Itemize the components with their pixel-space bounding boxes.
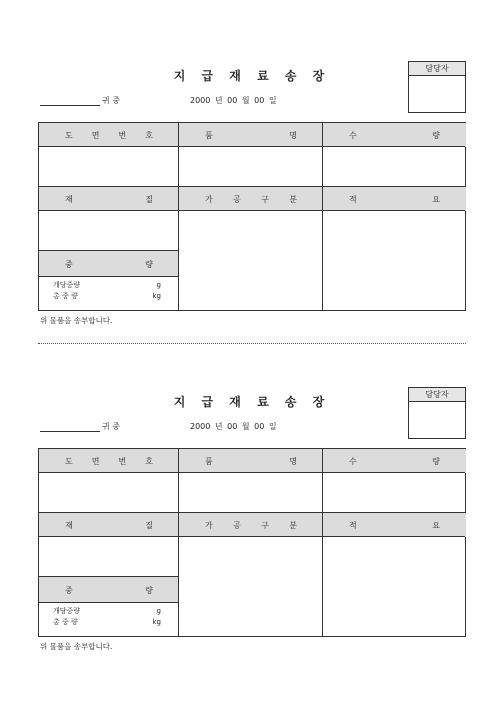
invoice-form (0, 61, 504, 361)
header-remarks (323, 187, 466, 211)
header-drawing-no-char: 면 (91, 456, 100, 466)
header-weight-char: 량 (145, 259, 153, 269)
header-quantity-char: 량 (432, 130, 440, 140)
header-remarks-char: 적 (349, 194, 357, 204)
item-cell[interactable] (179, 473, 323, 513)
weight-values (53, 280, 161, 302)
header-drawing-no-char: 호 (145, 456, 153, 466)
row-divider (39, 512, 465, 513)
footer-note: 위 물품을 송부합니다. (40, 642, 113, 651)
header-remarks-char: 적 (349, 520, 357, 530)
material-cell[interactable] (39, 537, 179, 577)
issue-date: 2000 년 00 월 00 일 (190, 96, 277, 105)
recipient-suffix: 귀 중 (102, 422, 120, 431)
header-item-char: 품 (205, 130, 213, 140)
weight-values (53, 606, 161, 628)
cut-line (38, 343, 466, 344)
header-weight (39, 251, 179, 277)
unit-weight-unit: g (156, 607, 161, 615)
row-divider (39, 602, 178, 603)
header-drawing-no-char: 번 (118, 130, 127, 140)
row-divider (39, 276, 178, 277)
header-remarks-char: 요 (432, 520, 440, 530)
header-drawing-no-char: 호 (145, 130, 153, 140)
header-material-char: 질 (145, 520, 153, 530)
header-weight (39, 577, 179, 603)
header-quantity (323, 123, 466, 147)
total-weight-label: 총 중 량 (53, 292, 78, 300)
col-divider (178, 449, 179, 636)
recipient-blank[interactable] (40, 97, 100, 106)
manager-stamp-box (408, 387, 466, 439)
header-item-char: 품 (205, 456, 213, 466)
recipient-field (40, 95, 120, 106)
footer-note: 위 물품을 송부합니다. (40, 316, 113, 325)
row-divider (39, 186, 465, 187)
recipient-suffix: 귀 중 (102, 96, 120, 105)
header-item-char: 명 (289, 456, 297, 466)
drawing-no-cell[interactable] (39, 147, 179, 187)
header-drawing-no-char: 번 (118, 456, 127, 466)
header-drawing-no-char: 면 (91, 130, 100, 140)
quantity-cell[interactable] (323, 147, 466, 187)
header-quantity-char: 수 (349, 456, 357, 466)
header-quantity-char: 량 (432, 456, 440, 466)
header-item (179, 449, 323, 473)
col-divider (322, 123, 323, 310)
remarks-cell[interactable] (323, 211, 466, 310)
total-weight-unit: kg (152, 618, 161, 626)
header-remarks-char: 요 (432, 194, 440, 204)
drawing-no-cell[interactable] (39, 473, 179, 513)
header-material-char: 재 (65, 194, 73, 204)
header-drawing-no (39, 449, 179, 473)
header-material (39, 513, 179, 537)
header-process-char: 분 (289, 194, 297, 204)
material-cell[interactable] (39, 211, 179, 251)
recipient-field (40, 421, 120, 432)
header-process (179, 187, 323, 211)
row-divider (39, 250, 178, 251)
issue-date: 2000 년 00 월 00 일 (190, 422, 277, 431)
row-divider (39, 536, 465, 537)
process-cell[interactable] (179, 537, 323, 636)
invoice-table (38, 122, 466, 311)
form-title: 지 급 재 료 송 장 (173, 69, 331, 83)
header-weight-char: 중 (65, 259, 73, 269)
header-process-char: 구 (261, 520, 269, 530)
header-process-char: 공 (233, 520, 241, 530)
header-process-char: 가 (205, 194, 213, 204)
header-drawing-no-char: 도 (65, 456, 73, 466)
header-material-char: 재 (65, 520, 73, 530)
stamp-label: 담당자 (409, 62, 465, 76)
header-weight-char: 량 (145, 585, 153, 595)
row-divider (39, 210, 465, 211)
header-process-char: 공 (233, 194, 241, 204)
remarks-cell[interactable] (323, 537, 466, 636)
manager-stamp-box (408, 61, 466, 113)
unit-weight-label: 개당중량 (53, 281, 81, 289)
header-quantity (323, 449, 466, 473)
total-weight-label: 총 중 량 (53, 618, 78, 626)
invoice-table (38, 448, 466, 637)
header-item (179, 123, 323, 147)
header-quantity-char: 수 (349, 130, 357, 140)
unit-weight-unit: g (156, 281, 161, 289)
form-title: 지 급 재 료 송 장 (173, 395, 331, 409)
col-divider (178, 123, 179, 310)
header-material-char: 질 (145, 194, 153, 204)
quantity-cell[interactable] (323, 473, 466, 513)
row-divider (39, 146, 465, 147)
unit-weight-label: 개당중량 (53, 607, 81, 615)
process-cell[interactable] (179, 211, 323, 310)
header-process-char: 가 (205, 520, 213, 530)
row-divider (39, 472, 465, 473)
header-material (39, 187, 179, 211)
stamp-label: 담당자 (409, 388, 465, 402)
header-remarks (323, 513, 466, 537)
header-item-char: 명 (289, 130, 297, 140)
col-divider (322, 449, 323, 636)
item-cell[interactable] (179, 147, 323, 187)
header-process (179, 513, 323, 537)
recipient-blank[interactable] (40, 423, 100, 432)
header-process-char: 분 (289, 520, 297, 530)
header-process-char: 구 (261, 194, 269, 204)
invoice-form (0, 387, 504, 687)
header-drawing-no-char: 도 (65, 130, 73, 140)
header-weight-char: 중 (65, 585, 73, 595)
header-drawing-no (39, 123, 179, 147)
total-weight-unit: kg (152, 292, 161, 300)
row-divider (39, 576, 178, 577)
